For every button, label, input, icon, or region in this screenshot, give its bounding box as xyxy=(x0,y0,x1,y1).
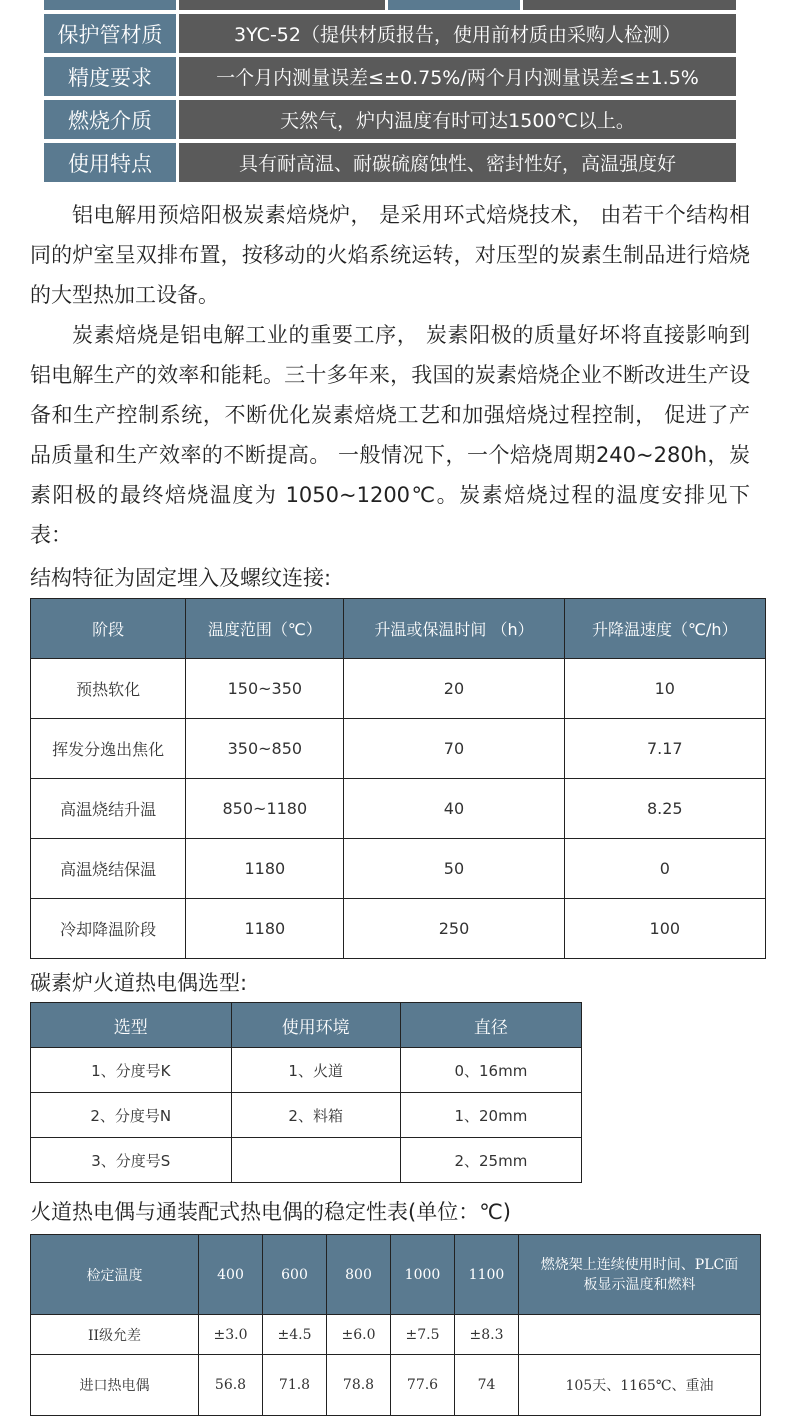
spec-row xyxy=(44,143,736,182)
table-cell xyxy=(519,1315,761,1355)
spec-value: 3YC-52（提供材质报告，使用前材质由采购人检测） xyxy=(179,14,736,53)
table-row xyxy=(31,779,766,839)
table-cell: 20 xyxy=(344,659,564,719)
caption-structure: 结构特征为固定埋入及螺纹连接: xyxy=(30,566,332,590)
spec-value: 天然气，炉内温度有时可达1500℃以上。 xyxy=(179,100,736,139)
table-cell: 77.6 xyxy=(391,1355,455,1416)
paragraph-intro: 铝电解用预焙阳极炭素焙烧炉， 是采用环式焙烧技术， 由若干个结构相同的炉室呈双排布置，按移动的火焰系统运转，对压型的炭素生制品进行焙烧的大型热加工设备。 xyxy=(30,203,750,307)
table-cell: 1、分度号K xyxy=(31,1048,232,1093)
spec-value: 具有耐高温、耐碳硫腐蚀性、密封性好，高温强度好 xyxy=(179,143,736,182)
table-header: 升降温速度（℃/h） xyxy=(564,599,765,659)
table-cell: 250 xyxy=(344,899,564,959)
table-cell: 40 xyxy=(344,779,564,839)
table-cell: 74 xyxy=(455,1355,519,1416)
table-cell: ±4.5 xyxy=(263,1315,327,1355)
thermocouple-selection-table xyxy=(30,1002,582,1183)
table-cell: 150~350 xyxy=(186,659,344,719)
table-cell: 7.17 xyxy=(564,719,765,779)
spec-table xyxy=(44,0,736,186)
table-cell: 0、16mm xyxy=(400,1048,581,1093)
table-row xyxy=(31,1048,582,1093)
table-cell: ±8.3 xyxy=(455,1315,519,1355)
spec-row xyxy=(44,100,736,139)
table-row xyxy=(31,719,766,779)
table-header: 燃烧架上连续使用时间、PLC面板显示温度和燃料 xyxy=(519,1235,761,1315)
table-cell: 1、火道 xyxy=(231,1048,400,1093)
table-row xyxy=(31,1315,761,1355)
table-header: 1100 xyxy=(455,1235,519,1315)
table-row xyxy=(31,899,766,959)
table-cell: 8.25 xyxy=(564,779,765,839)
table-header: 温度范围（℃） xyxy=(186,599,344,659)
table-row xyxy=(31,1093,582,1138)
table-header: 800 xyxy=(327,1235,391,1315)
spec-cut-cell xyxy=(523,0,736,10)
temperature-table xyxy=(30,598,766,959)
table-cell: 冷却降温阶段 xyxy=(31,899,186,959)
table-cell: 预热软化 xyxy=(31,659,186,719)
paragraph-process: 炭素焙烧是铝电解工业的重要工序， 炭素阳极的质量好坏将直接影响到铝电解生产的效率和能耗。三十多年来，我国的炭素焙烧企业不断改进生产设备和生产控制系统，不断优化炭素焙烧工艺和加强焙烧过程控制， 促进了产品质量和生产效率的不断提高。 一般情况下，一个焙烧周期240~280h，炭素阳极的最终焙烧温度为 1050~1200℃。炭素焙烧过程的温度安排见下表： xyxy=(30,323,750,547)
table-cell: 挥发分逸出焦化 xyxy=(31,719,186,779)
spec-row-cut xyxy=(44,0,736,10)
table-cell: ±3.0 xyxy=(199,1315,263,1355)
caption-stability: 火道热电偶与通装配式热电偶的稳定性表(单位：℃) xyxy=(30,1200,511,1224)
table-cell: 进口热电偶 xyxy=(31,1355,199,1416)
spec-row xyxy=(44,57,736,96)
table-cell: ±7.5 xyxy=(391,1315,455,1355)
table-cell: 1180 xyxy=(186,839,344,899)
spec-row xyxy=(44,14,736,53)
spec-cut-cell xyxy=(179,0,385,10)
table-row xyxy=(31,1355,761,1416)
table-cell: 56.8 xyxy=(199,1355,263,1416)
table-cell: 0 xyxy=(564,839,765,899)
table-header: 升温或保温时间 （h） xyxy=(344,599,564,659)
spec-cut-cell xyxy=(388,0,520,10)
table-cell: 105天、1165℃、重油 xyxy=(519,1355,761,1416)
table-cell: 78.8 xyxy=(327,1355,391,1416)
spec-label: 精度要求 xyxy=(44,57,176,96)
table-cell: 2、分度号N xyxy=(31,1093,232,1138)
table-header: 阶段 xyxy=(31,599,186,659)
table-header: 1000 xyxy=(391,1235,455,1315)
table-header: 直径 xyxy=(400,1003,581,1048)
table-row xyxy=(31,839,766,899)
table-row xyxy=(31,1138,582,1183)
table-cell: 100 xyxy=(564,899,765,959)
table-cell: 71.8 xyxy=(263,1355,327,1416)
table-header: 使用环境 xyxy=(231,1003,400,1048)
table-row xyxy=(31,659,766,719)
table-header: 检定温度 xyxy=(31,1235,199,1315)
spec-cut-cell xyxy=(44,0,176,10)
table-cell: II级允差 xyxy=(31,1315,199,1355)
stability-table xyxy=(30,1234,761,1416)
table-cell: 850~1180 xyxy=(186,779,344,839)
table-cell: 50 xyxy=(344,839,564,899)
table-cell: 3、分度号S xyxy=(31,1138,232,1183)
table-cell: 高温烧结保温 xyxy=(31,839,186,899)
table-cell: 1180 xyxy=(186,899,344,959)
table-header: 400 xyxy=(199,1235,263,1315)
spec-label: 使用特点 xyxy=(44,143,176,182)
table-cell: 350~850 xyxy=(186,719,344,779)
table-cell: 10 xyxy=(564,659,765,719)
table-cell: 2、25mm xyxy=(400,1138,581,1183)
spec-label: 保护管材质 xyxy=(44,14,176,53)
table-cell xyxy=(231,1138,400,1183)
spec-label: 燃烧介质 xyxy=(44,100,176,139)
table-cell: ±6.0 xyxy=(327,1315,391,1355)
spec-value: 一个月内测量误差≤±0.75%/两个月内测量误差≤±1.5% xyxy=(179,57,736,96)
table-header: 600 xyxy=(263,1235,327,1315)
caption-selection: 碳素炉火道热电偶选型: xyxy=(30,971,248,995)
table-cell: 70 xyxy=(344,719,564,779)
table-header: 选型 xyxy=(31,1003,232,1048)
table-cell: 2、料箱 xyxy=(231,1093,400,1138)
table-cell: 1、20mm xyxy=(400,1093,581,1138)
table-cell: 高温烧结升温 xyxy=(31,779,186,839)
